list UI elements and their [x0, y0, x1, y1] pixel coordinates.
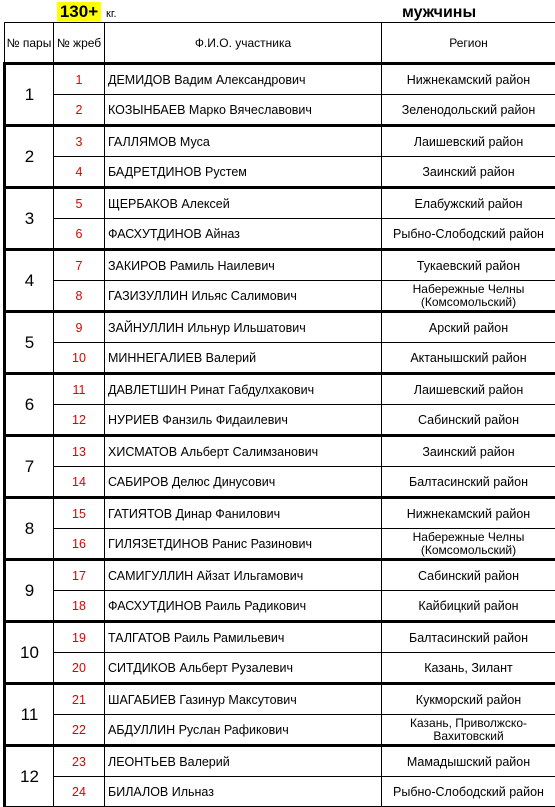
athlete-region: Лаишевский район	[382, 374, 555, 405]
athlete-region: Казань, Приволжско-Вахитовский	[382, 715, 555, 746]
athlete-region: Арский район	[382, 312, 555, 343]
athlete-region: Елабужский район	[382, 188, 555, 219]
athlete-region: Сабинский район	[382, 560, 555, 591]
draw-number: 2	[54, 95, 105, 126]
draw-table	[3, 22, 555, 807]
table-row	[5, 684, 555, 715]
table-row	[5, 405, 555, 436]
athlete-name: ГАЗИЗУЛЛИН Ильяс Салимович	[105, 281, 382, 312]
draw-number: 4	[54, 157, 105, 188]
table-row	[5, 467, 555, 498]
gender-category: мужчины	[402, 4, 476, 22]
athlete-region: Рыбно-Слободский район	[382, 777, 555, 807]
athlete-region: Нижнекамский район	[382, 64, 555, 95]
athlete-region: Заинский район	[382, 157, 555, 188]
athlete-name: ГАТИЯТОВ Динар Фанилович	[105, 498, 382, 529]
pair-number: 1	[5, 64, 54, 126]
draw-number: 17	[54, 560, 105, 591]
athlete-region: Актанышский район	[382, 343, 555, 374]
athlete-name: ДАВЛЕТШИН Ринат Габдулхакович	[105, 374, 382, 405]
column-header-name: Ф.И.О. участника	[105, 23, 382, 64]
pair-number: 4	[5, 250, 54, 312]
athlete-name: ЗАЙНУЛЛИН Ильнур Ильшатович	[105, 312, 382, 343]
table-row	[5, 64, 555, 95]
athlete-region: Набережные Челны (Комсомольский)	[382, 529, 555, 560]
table-header-row	[5, 23, 555, 64]
pair-number: 10	[5, 622, 54, 684]
table-row	[5, 560, 555, 591]
athlete-name: АБДУЛЛИН Руслан Рафикович	[105, 715, 382, 746]
athlete-name: ГАЛЛЯМОВ Муса	[105, 126, 382, 157]
athlete-name: ХИСМАТОВ Альберт Салимзанович	[105, 436, 382, 467]
weight-category: 130+	[57, 2, 101, 21]
pair-number: 9	[5, 560, 54, 622]
table-row	[5, 126, 555, 157]
table-row	[5, 746, 555, 777]
athlete-region: Кайбицкий район	[382, 591, 555, 622]
athlete-name: САМИГУЛЛИН Айзат Ильгамович	[105, 560, 382, 591]
athlete-name: ФАСХУТДИНОВ Айназ	[105, 219, 382, 250]
athlete-region: Заинский район	[382, 436, 555, 467]
table-row	[5, 715, 555, 746]
draw-number: 19	[54, 622, 105, 653]
athlete-name: ГИЛЯЗЕТДИНОВ Ранис Разинович	[105, 529, 382, 560]
athlete-region: Сабинский район	[382, 405, 555, 436]
column-header-draw: № жреб	[54, 23, 105, 64]
draw-number: 15	[54, 498, 105, 529]
draw-number: 9	[54, 312, 105, 343]
table-row	[5, 95, 555, 126]
table-row	[5, 250, 555, 281]
pair-number: 8	[5, 498, 54, 560]
pair-number: 3	[5, 188, 54, 250]
table-row	[5, 498, 555, 529]
draw-number: 8	[54, 281, 105, 312]
draw-number: 12	[54, 405, 105, 436]
draw-number: 20	[54, 653, 105, 684]
pair-number: 12	[5, 746, 54, 807]
table-row	[5, 777, 555, 807]
table-row	[5, 436, 555, 467]
table-row	[5, 312, 555, 343]
athlete-name: ЛЕОНТЬЕВ Валерий	[105, 746, 382, 777]
athlete-name: БАДРЕТДИНОВ Рустем	[105, 157, 382, 188]
athlete-name: ТАЛГАТОВ Раиль Рамильевич	[105, 622, 382, 653]
athlete-name: ШАГАБИЕВ Газинур Максутович	[105, 684, 382, 715]
table-row	[5, 591, 555, 622]
athlete-name: НУРИЕВ Фанзиль Фидаилевич	[105, 405, 382, 436]
athlete-name: САБИРОВ Делюс Динусович	[105, 467, 382, 498]
table-row	[5, 281, 555, 312]
pair-number: 11	[5, 684, 54, 746]
draw-number: 1	[54, 64, 105, 95]
draw-number: 10	[54, 343, 105, 374]
table-row	[5, 653, 555, 684]
pair-number: 7	[5, 436, 54, 498]
athlete-region: Балтасинский район	[382, 622, 555, 653]
draw-number: 16	[54, 529, 105, 560]
athlete-region: Тукаевский район	[382, 250, 555, 281]
table-row	[5, 343, 555, 374]
athlete-name: МИННЕГАЛИЕВ Валерий	[105, 343, 382, 374]
athlete-region: Рыбно-Слободский район	[382, 219, 555, 250]
draw-number: 18	[54, 591, 105, 622]
athlete-region: Балтасинский район	[382, 467, 555, 498]
athlete-region: Лаишевский район	[382, 126, 555, 157]
draw-number: 23	[54, 746, 105, 777]
column-header-region: Регион	[382, 23, 555, 64]
draw-number: 11	[54, 374, 105, 405]
draw-number: 13	[54, 436, 105, 467]
athlete-region: Зеленодольский район	[382, 95, 555, 126]
weight-unit: кг.	[106, 8, 117, 20]
athlete-name: ЗАКИРОВ Рамиль Наилевич	[105, 250, 382, 281]
pair-number: 5	[5, 312, 54, 374]
table-row	[5, 529, 555, 560]
athlete-name: СИТДИКОВ Альберт Рузалевич	[105, 653, 382, 684]
athlete-name: БИЛАЛОВ Ильназ	[105, 777, 382, 807]
draw-number: 14	[54, 467, 105, 498]
table-row	[5, 374, 555, 405]
draw-number: 7	[54, 250, 105, 281]
draw-number: 21	[54, 684, 105, 715]
table-body	[5, 64, 555, 807]
header-bar	[0, 0, 555, 22]
draw-number: 3	[54, 126, 105, 157]
table-row	[5, 188, 555, 219]
table-row	[5, 219, 555, 250]
column-header-pair: № пары	[5, 23, 54, 64]
athlete-region: Набережные Челны (Комсомольский)	[382, 281, 555, 312]
draw-number: 6	[54, 219, 105, 250]
pair-number: 2	[5, 126, 54, 188]
draw-number: 22	[54, 715, 105, 746]
draw-number: 24	[54, 777, 105, 807]
draw-number: 5	[54, 188, 105, 219]
athlete-name: КОЗЫНБАЕВ Марко Вячеславович	[105, 95, 382, 126]
pair-number: 6	[5, 374, 54, 436]
athlete-region: Мамадышский район	[382, 746, 555, 777]
athlete-region: Нижнекамский район	[382, 498, 555, 529]
athlete-name: ФАСХУТДИНОВ Раиль Радикович	[105, 591, 382, 622]
athlete-name: ДЕМИДОВ Вадим Александрович	[105, 64, 382, 95]
athlete-name: ЩЕРБАКОВ Алексей	[105, 188, 382, 219]
athlete-region: Казань, Зилант	[382, 653, 555, 684]
table-row	[5, 157, 555, 188]
table-row	[5, 622, 555, 653]
athlete-region: Кукморский район	[382, 684, 555, 715]
